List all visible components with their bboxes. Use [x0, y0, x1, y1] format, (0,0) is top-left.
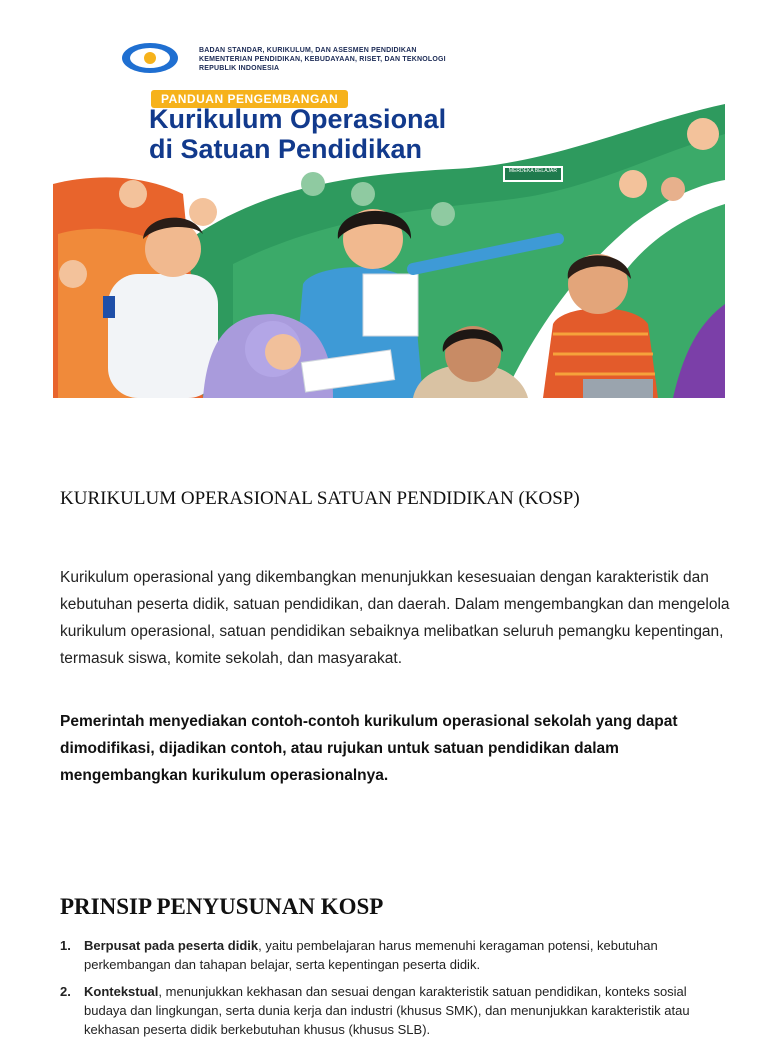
agency-line-3: REPUBLIK INDONESIA	[199, 65, 280, 72]
cover-banner	[33, 34, 725, 398]
agency-name	[199, 46, 446, 73]
principle-term: Berpusat pada peserta didik	[84, 938, 259, 953]
agency-line-2: KEMENTERIAN PENDIDIKAN, KEBUDAYAAN, RISET, DAN TEKNOLOGI	[199, 56, 446, 63]
kosp-paragraph-1: Kurikulum operasional yang dikembangkan menunjukkan kesesuaian dengan karakteristik dan kebutuhan peserta didik, satuan pendidikan, dan daerah. Dalam mengembangkan dan mengelola kurikulum operasional, satuan pendidikan sebaiknya melibatkan seluruh pemangku kepentingan, termasuk siswa, komite sekolah, dan masyarakat.	[60, 569, 730, 667]
cover-title-line-2: di Satuan Pendidikan	[149, 134, 423, 164]
kosp-paragraph-2: Pemerintah menyediakan contoh-contoh kurikulum operasional sekolah yang dapat dimodifikasi, dijadikan contoh, atau rujukan untuk satuan pendidikan dalam mengembangkan kurikulum operasionalnya.	[60, 713, 678, 784]
kosp-heading: KURIKULUM OPERASIONAL SATUAN PENDIDIKAN (KOSP)	[60, 488, 580, 509]
cover-title	[149, 104, 446, 164]
cover-title-line-1: Kurikulum Operasional	[149, 104, 447, 134]
principles-heading: PRINSIP PENYUSUNAN KOSP	[60, 894, 384, 919]
principle-item	[60, 936, 710, 974]
guide-badge: PANDUAN PENGEMBANGAN	[151, 90, 348, 108]
cover-illustration	[33, 34, 725, 398]
tut-wuri-handayani-logo	[121, 42, 179, 74]
principle-item	[60, 982, 710, 1039]
principle-text: , menunjukkan kekhasan dan sesuai dengan karakteristik satuan pendidikan, konteks sosial budaya dan lingkungan, serta dunia kerja dan industri (khusus SMK), dan menunjukkan karakteristik atau kekhasan peserta didik berkebutuhan khusus (khusus SLB).	[84, 984, 690, 1037]
agency-line-1: BADAN STANDAR, KURIKULUM, DAN ASESMEN PENDIDIKAN	[199, 47, 417, 54]
principle-text: , yaitu pembelajaran harus memenuhi keragaman potensi, kebutuhan perkembangan dan tahapan belajar, serta kepentingan peserta didik.	[84, 938, 658, 972]
principles-list	[60, 936, 710, 1047]
principle-term: Kontekstual	[84, 984, 159, 999]
principle-number: 2.	[60, 984, 71, 999]
merdeka-belajar-sign: MERDEKA BELAJAR	[503, 166, 563, 182]
principle-number: 1.	[60, 938, 71, 953]
